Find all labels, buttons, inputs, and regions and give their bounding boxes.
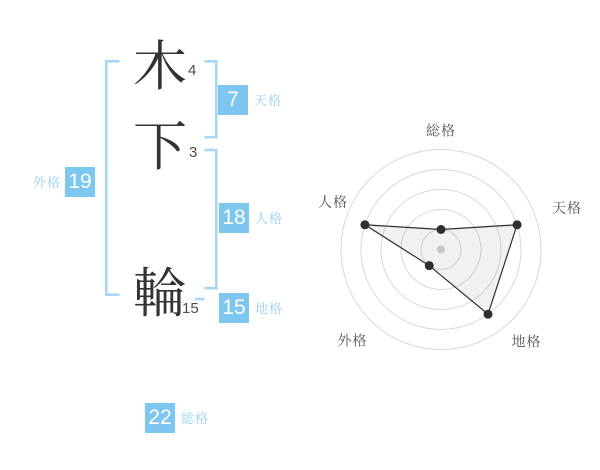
chikaku-value-box: 15 <box>219 293 249 323</box>
soukaku-value-box: 22 <box>145 403 175 433</box>
jinkaku-value-box: 18 <box>219 203 249 233</box>
radar-plot <box>341 150 541 350</box>
name-character-3: 輪 <box>133 264 187 324</box>
name-character-1: 木 <box>133 37 187 97</box>
radar-point-人格 <box>360 220 369 229</box>
stroke-count-3: 15 <box>182 300 199 317</box>
radar-point-天格 <box>513 220 522 229</box>
jinkaku-bracket <box>205 150 217 288</box>
gaikaku-bracket <box>106 61 119 294</box>
tenkaku-label: 天格 <box>254 93 283 108</box>
tenkaku-value-box: 7 <box>218 85 248 115</box>
radar-center-dot <box>437 246 445 254</box>
stroke-count-2: 3 <box>189 144 198 161</box>
soukaku-label: 総格 <box>181 411 210 426</box>
radar-axis-label-jinkaku: 人格 <box>318 194 348 210</box>
stroke-count-1: 4 <box>188 62 197 79</box>
radar-chart <box>316 114 600 360</box>
radar-point-地格 <box>484 310 493 319</box>
radar-axis-label-chikaku: 地格 <box>511 333 542 350</box>
jinkaku-label: 人格 <box>255 211 284 226</box>
radar-point-外格 <box>425 261 434 270</box>
radar-polygon <box>365 225 517 314</box>
tenkaku-bracket <box>205 61 217 137</box>
chikaku-label: 地格 <box>255 301 284 316</box>
name-character-2: 下 <box>133 117 187 177</box>
gaikaku-label: 外格 <box>33 175 62 190</box>
radar-axis-label-tenkaku: 天格 <box>552 200 582 216</box>
gaikaku-value-box: 19 <box>65 167 95 197</box>
radar-axis-label-soukaku: 総格 <box>426 122 456 139</box>
radar-axis-label-gaikaku: 外格 <box>337 332 368 349</box>
radar-point-総格 <box>437 225 446 234</box>
